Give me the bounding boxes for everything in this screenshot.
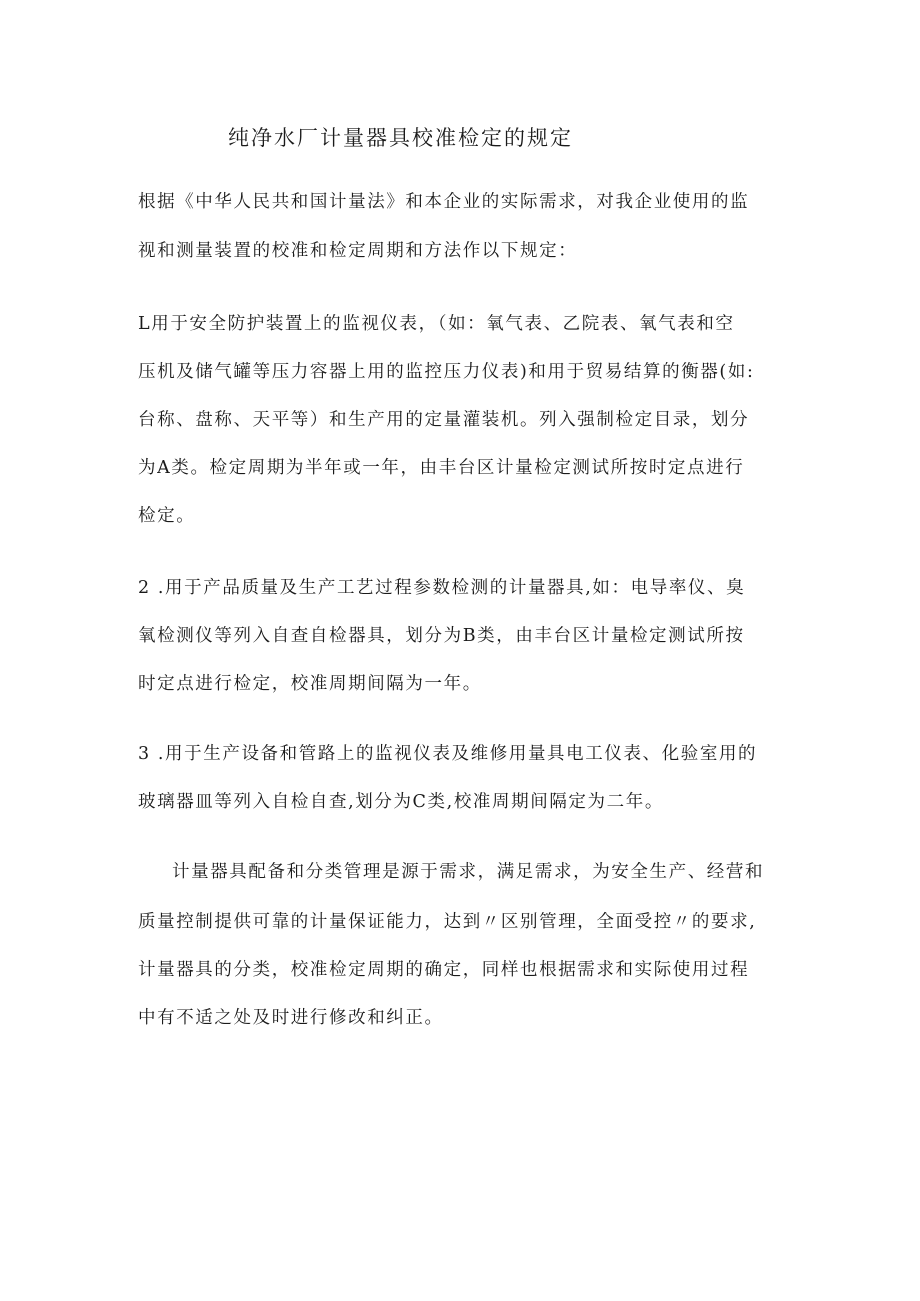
section1-line-5: 检定。 (138, 506, 196, 526)
section1-line-4: 为A类。检定周期为半年或一年，由丰台区计量检定测试所按时定点进行 (138, 458, 745, 478)
closing-line-2: 质量控制提供可靠的计量保证能力，达到〃区别管理，全面受控〃的要求, (138, 912, 757, 932)
section2-line-1: 2 .用于产品质量及生产工艺过程参数检测的计量器具,如：电导率仪、臭 (138, 578, 746, 598)
intro-line-2: 视和测量装置的校准和检定周期和方法作以下规定： (138, 241, 578, 261)
section1-line-3: 台称、盘称、天平等）和生产用的定量灌装机。列入强制检定目录，划分 (138, 410, 750, 430)
section2-line-2: 氧检测仪等列入自查自检器具，划分为B类，由丰台区计量检定测试所按 (138, 626, 745, 646)
closing-line-1: 计量器具配备和分类管理是源于需求，满足需求，为安全生产、经营和 (172, 862, 765, 882)
section3-line-1: 3 .用于生产设备和管路上的监视仪表及维修用量具电工仪表、化验室用的 (138, 744, 758, 764)
closing-line-3: 计量器具的分类，校准检定周期的确定，同样也根据需求和实际使用过程 (138, 960, 750, 980)
closing-line-4: 中有不适之处及时进行修改和纠正。 (138, 1008, 444, 1028)
intro-line-1: 根据《中华人民共和国计量法》和本企业的实际需求，对我企业使用的监 (138, 192, 750, 212)
section1-line-2: 压机及储气罐等压力容器上用的监控压力仪表)和用于贸易结算的衡器(如: (138, 362, 755, 382)
section2-line-3: 时定点进行检定，校准周期间隔为一年。 (138, 674, 482, 694)
section3-line-2: 玻璃器皿等列入自检自查,划分为C类,校准周期间隔定为二年。 (138, 792, 664, 812)
section1-line-1: L用于安全防护装置上的监视仪表，（如：氧气表、乙院表、氧气表和空 (138, 314, 735, 334)
document-title: 纯净水厂计量器具校准检定的规定 (228, 126, 573, 150)
